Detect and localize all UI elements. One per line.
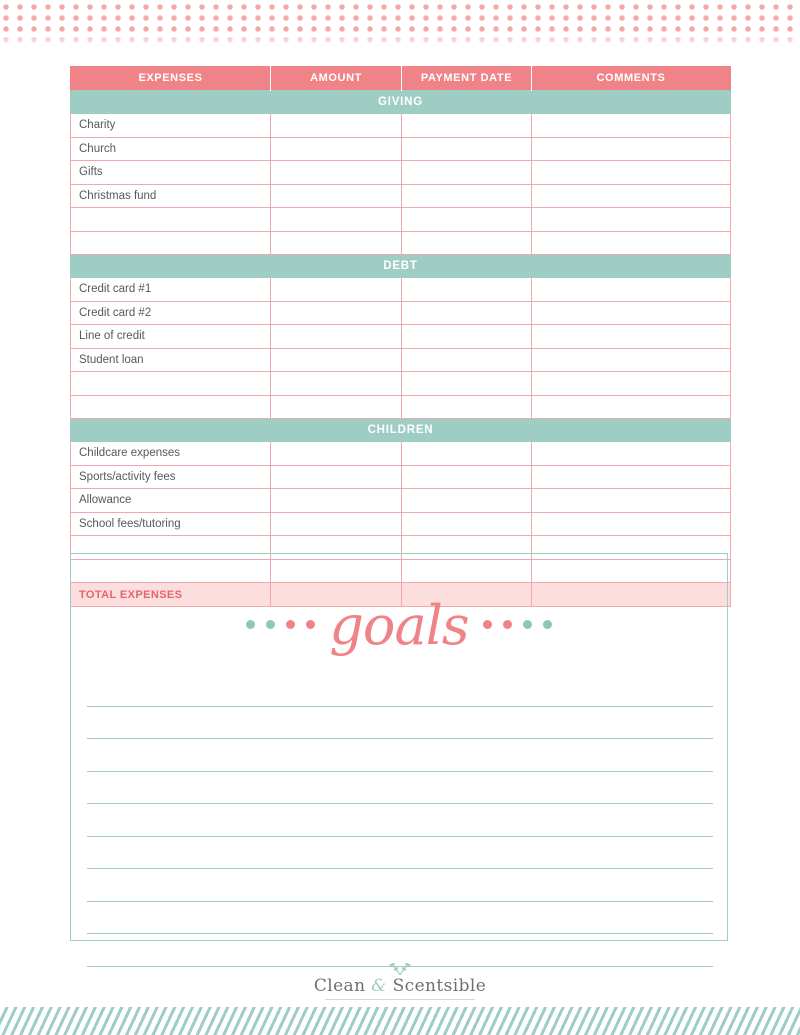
section-header-row bbox=[71, 255, 731, 278]
payment-date-cell[interactable] bbox=[402, 395, 532, 419]
goal-line[interactable] bbox=[87, 739, 713, 772]
amount-cell[interactable] bbox=[271, 301, 402, 325]
table-row bbox=[71, 137, 731, 161]
payment-date-cell[interactable] bbox=[402, 278, 532, 302]
goal-line[interactable] bbox=[87, 674, 713, 707]
section-header-row bbox=[71, 419, 731, 442]
row-label-blank[interactable] bbox=[71, 395, 271, 419]
goals-write-in-lines bbox=[87, 674, 713, 967]
section-title-children: CHILDREN bbox=[71, 419, 731, 442]
payment-date-cell[interactable] bbox=[402, 231, 532, 255]
comments-cell[interactable] bbox=[532, 395, 731, 419]
table-row-blank bbox=[71, 395, 731, 419]
payment-date-cell[interactable] bbox=[402, 161, 532, 185]
payment-date-cell[interactable] bbox=[402, 442, 532, 466]
total-expenses-label: TOTAL EXPENSES bbox=[71, 583, 271, 607]
comments-cell[interactable] bbox=[532, 465, 731, 489]
amount-cell[interactable] bbox=[271, 465, 402, 489]
brand-underline bbox=[325, 999, 475, 1000]
goal-line[interactable] bbox=[87, 837, 713, 870]
brand-first-word: Clean bbox=[313, 976, 372, 996]
amount-cell[interactable] bbox=[271, 231, 402, 255]
column-header-expenses: EXPENSES bbox=[71, 66, 271, 91]
comments-cell[interactable] bbox=[532, 348, 731, 372]
comments-cell[interactable] bbox=[532, 231, 731, 255]
dot-decoration-icon bbox=[266, 620, 275, 629]
goals-title-row bbox=[71, 588, 727, 660]
table-row bbox=[71, 442, 731, 466]
section-title-debt: DEBT bbox=[71, 255, 731, 278]
dot-decoration-icon bbox=[286, 620, 295, 629]
top-dot-fade bbox=[0, 34, 800, 50]
row-label-line-of-credit: Line of credit bbox=[71, 325, 271, 349]
row-label-student-loan: Student loan bbox=[71, 348, 271, 372]
amount-cell[interactable] bbox=[271, 278, 402, 302]
amount-cell[interactable] bbox=[271, 395, 402, 419]
comments-cell[interactable] bbox=[532, 301, 731, 325]
amount-cell[interactable] bbox=[271, 489, 402, 513]
comments-cell[interactable] bbox=[532, 137, 731, 161]
goal-line[interactable] bbox=[87, 902, 713, 935]
table-row bbox=[71, 465, 731, 489]
payment-date-cell[interactable] bbox=[402, 372, 532, 396]
section-title-giving: GIVING bbox=[71, 91, 731, 114]
goal-line[interactable] bbox=[87, 707, 713, 740]
table-row bbox=[71, 114, 731, 138]
amount-cell[interactable] bbox=[271, 512, 402, 536]
column-header-amount: AMOUNT bbox=[271, 66, 402, 91]
goal-line[interactable] bbox=[87, 804, 713, 837]
amount-cell[interactable] bbox=[271, 372, 402, 396]
payment-date-cell[interactable] bbox=[402, 301, 532, 325]
payment-date-cell[interactable] bbox=[402, 348, 532, 372]
column-header-comments: COMMENTS bbox=[532, 66, 731, 91]
row-label-blank[interactable] bbox=[71, 372, 271, 396]
bottom-stripe-decoration bbox=[0, 1007, 800, 1035]
amount-cell[interactable] bbox=[271, 161, 402, 185]
amount-cell[interactable] bbox=[271, 184, 402, 208]
table-row bbox=[71, 161, 731, 185]
row-label-church: Church bbox=[71, 137, 271, 161]
row-label-school-fees-tutoring: School fees/tutoring bbox=[71, 512, 271, 536]
goals-right-dots bbox=[483, 620, 552, 629]
payment-date-cell[interactable] bbox=[402, 114, 532, 138]
comments-cell[interactable] bbox=[532, 325, 731, 349]
expenses-table bbox=[70, 66, 731, 607]
table-row bbox=[71, 325, 731, 349]
amount-cell[interactable] bbox=[271, 325, 402, 349]
row-label-credit-card-1: Credit card #1 bbox=[71, 278, 271, 302]
dot-decoration-icon bbox=[543, 620, 552, 629]
goals-heading: goals bbox=[329, 594, 469, 657]
dot-decoration-icon bbox=[483, 620, 492, 629]
payment-date-cell[interactable] bbox=[402, 184, 532, 208]
budget-sheet bbox=[70, 66, 730, 607]
row-label-blank[interactable] bbox=[71, 231, 271, 255]
goals-left-dots bbox=[246, 620, 315, 629]
brand-last-word: Scentsible bbox=[386, 976, 487, 996]
row-label-sports-activity-fees: Sports/activity fees bbox=[71, 465, 271, 489]
payment-date-cell[interactable] bbox=[402, 465, 532, 489]
goal-line[interactable] bbox=[87, 772, 713, 805]
dot-decoration-icon bbox=[523, 620, 532, 629]
comments-cell[interactable] bbox=[532, 114, 731, 138]
comments-cell[interactable] bbox=[532, 184, 731, 208]
table-row bbox=[71, 184, 731, 208]
table-row bbox=[71, 348, 731, 372]
dot-decoration-icon bbox=[306, 620, 315, 629]
dot-decoration-icon bbox=[246, 620, 255, 629]
brand-ampersand: & bbox=[371, 976, 387, 996]
table-row bbox=[71, 489, 731, 513]
table-row-blank bbox=[71, 208, 731, 232]
amount-cell[interactable] bbox=[271, 114, 402, 138]
row-label-christmas-fund: Christmas fund bbox=[71, 184, 271, 208]
table-row bbox=[71, 278, 731, 302]
row-label-credit-card-2: Credit card #2 bbox=[71, 301, 271, 325]
table-row-blank bbox=[71, 231, 731, 255]
comments-cell[interactable] bbox=[532, 208, 731, 232]
payment-date-cell[interactable] bbox=[402, 489, 532, 513]
table-row-blank bbox=[71, 372, 731, 396]
payment-date-cell[interactable] bbox=[402, 512, 532, 536]
section-header-row bbox=[71, 91, 731, 114]
brand-logo bbox=[314, 962, 486, 1000]
amount-cell[interactable] bbox=[271, 348, 402, 372]
row-label-allowance: Allowance bbox=[71, 489, 271, 513]
comments-cell[interactable] bbox=[532, 161, 731, 185]
row-label-blank[interactable] bbox=[71, 208, 271, 232]
amount-cell[interactable] bbox=[271, 137, 402, 161]
amount-cell[interactable] bbox=[271, 208, 402, 232]
amount-cell[interactable] bbox=[271, 442, 402, 466]
payment-date-cell[interactable] bbox=[402, 208, 532, 232]
goal-line[interactable] bbox=[87, 869, 713, 902]
brand-name bbox=[314, 976, 486, 996]
footer bbox=[0, 962, 800, 1000]
row-label-gifts: Gifts bbox=[71, 161, 271, 185]
payment-date-cell[interactable] bbox=[402, 325, 532, 349]
table-header-row bbox=[71, 66, 731, 91]
payment-date-cell[interactable] bbox=[402, 137, 532, 161]
table-row bbox=[71, 301, 731, 325]
row-label-charity: Charity bbox=[71, 114, 271, 138]
column-header-payment-date: PAYMENT DATE bbox=[402, 66, 532, 91]
comments-cell[interactable] bbox=[532, 278, 731, 302]
table-row bbox=[71, 512, 731, 536]
row-label-childcare-expenses: Childcare expenses bbox=[71, 442, 271, 466]
dot-decoration-icon bbox=[503, 620, 512, 629]
comments-cell[interactable] bbox=[532, 489, 731, 513]
comments-cell[interactable] bbox=[532, 512, 731, 536]
comments-cell[interactable] bbox=[532, 372, 731, 396]
goals-section bbox=[70, 553, 728, 941]
comments-cell[interactable] bbox=[532, 442, 731, 466]
